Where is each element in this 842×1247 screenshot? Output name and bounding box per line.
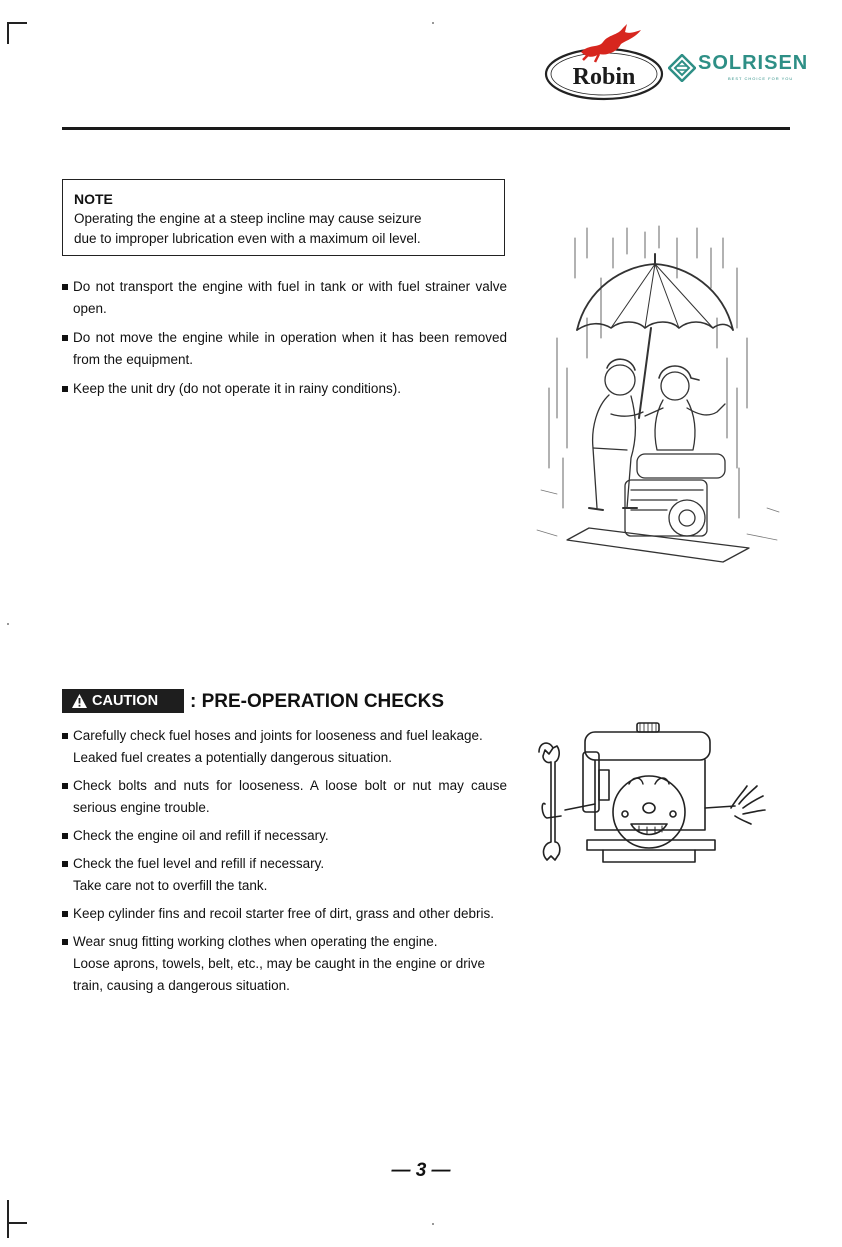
registration-dot — [7, 623, 9, 625]
note-box — [62, 179, 505, 256]
page-number: — 3 — — [391, 1160, 451, 1181]
list-item: Keep the unit dry (do not operate it in rainy conditions). — [62, 378, 507, 400]
list-item: Check the engine oil and refill if necessary. — [62, 825, 507, 847]
robin-logo-text: Robin — [572, 64, 636, 90]
list-item: Do not move the engine while in operation when it has been removed from the equipment. — [62, 327, 507, 371]
list-item: Check the fuel level and refill if necessary. Take care not to overfill the tank. — [62, 853, 507, 897]
list-item: Check bolts and nuts for looseness. A loose bolt or nut may cause serious engine trouble. — [62, 775, 507, 819]
pre-operation-check-list — [62, 725, 507, 1003]
registration-dot — [432, 22, 434, 24]
caution-badge — [62, 689, 184, 713]
crop-mark-bottom-left-h — [7, 1222, 27, 1224]
engine-mascot-illustration — [525, 712, 770, 872]
list-item: Wear snug fitting working clothes when operating the engine. Loose aprons, towels, belt, etc., may be caught in the engine or drive train, causing a dangerous situation. — [62, 931, 507, 997]
note-title: NOTE — [74, 191, 113, 207]
solrisen-diamond-icon — [668, 54, 696, 82]
warning-triangle-icon — [71, 693, 88, 709]
section-title: : PRE-OPERATION CHECKS — [190, 691, 445, 712]
robin-logo — [543, 22, 669, 104]
note-line: Operating the engine at a steep incline may cause seizure — [74, 211, 422, 226]
caution-label: CAUTION — [92, 693, 159, 709]
note-line: due to improper lubrication even with a maximum oil level. — [74, 231, 421, 246]
umbrella-rain-illustration — [527, 218, 787, 570]
registration-dot — [432, 1223, 434, 1225]
general-caution-list — [62, 276, 507, 407]
crop-mark-top-left-v — [7, 22, 9, 44]
solrisen-tagline: BEST CHOICE FOR YOU — [728, 76, 794, 81]
list-item: Carefully check fuel hoses and joints for looseness and fuel leakage. Leaked fuel creates a potentially dangerous situation. — [62, 725, 507, 769]
solrisen-logo — [668, 52, 823, 86]
header-rule — [62, 127, 790, 130]
solrisen-brand-name: SOLRISEN — [698, 52, 809, 74]
list-item: Do not transport the engine with fuel in tank or with fuel strainer valve open. — [62, 276, 507, 320]
crop-mark-bottom-left-v — [7, 1200, 9, 1238]
crop-mark-top-left-h — [7, 22, 27, 24]
list-item: Keep cylinder fins and recoil starter free of dirt, grass and other debris. — [62, 903, 507, 925]
